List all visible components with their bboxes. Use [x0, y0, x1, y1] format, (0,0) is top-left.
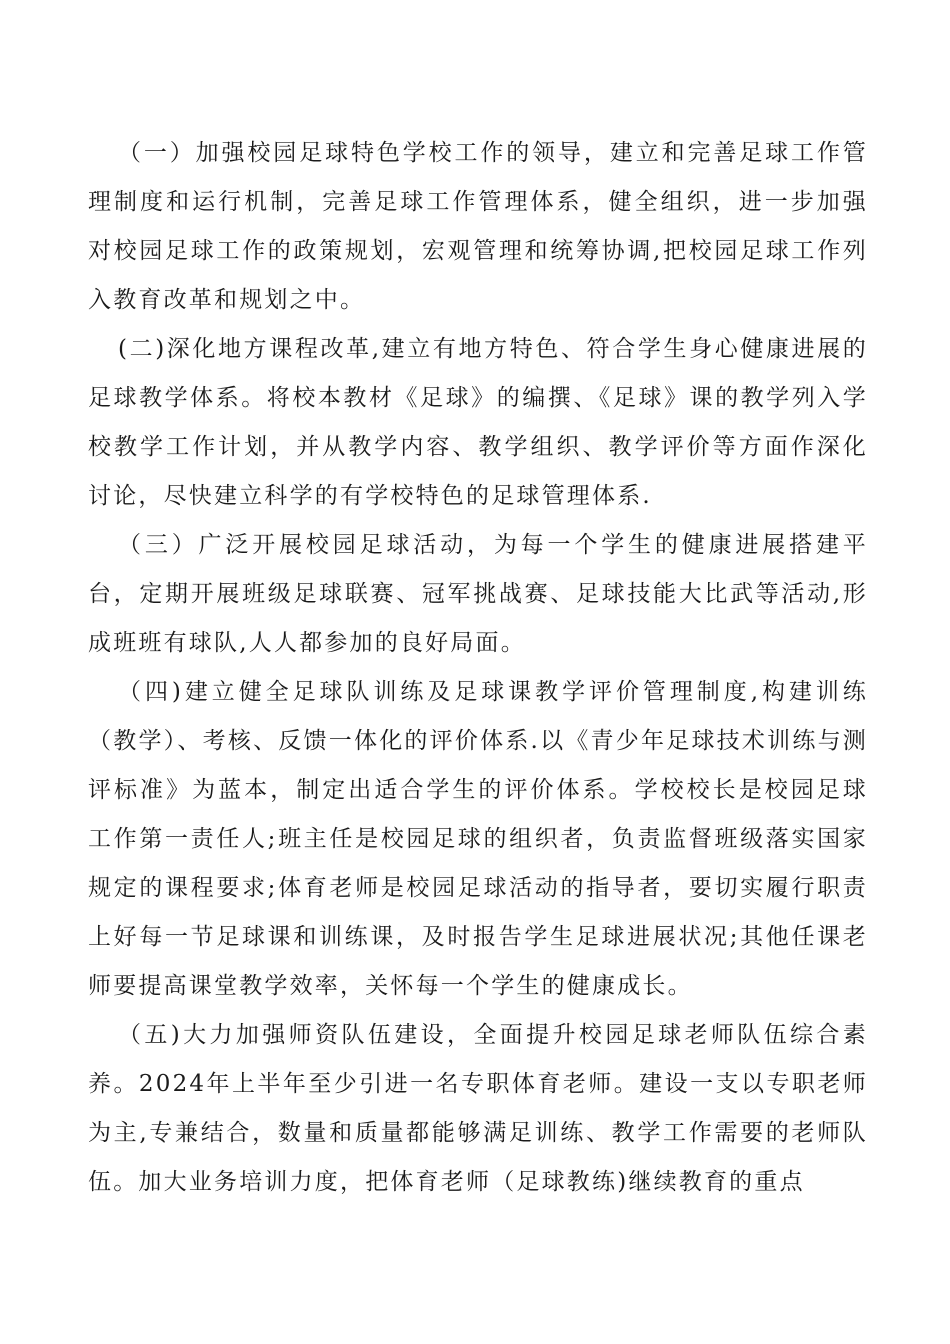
document-page: [88, 129, 868, 1207]
paragraph-4: （四)建立健全足球队训练及足球课教学评价管理制度,构建训练（教学）、考核、反馈一体化的评价体系.以《青少年足球技术训练与测评标准》为蓝本，制定出适合学生的评价体系。学校校长是校园足球工作第一责任人;班主任是校园足球的组织者，负责监督班级落实国家规定的课程要求;体育老师是校园足球活动的指导者，要切实履行职责上好每一节足球课和训练课，及时报告学生足球进展状况;其他任课老师要提高课堂教学效率，关怀每一个学生的健康成长。: [88, 679, 868, 999]
paragraph-1: （一）加强校园足球特色学校工作的领导，建立和完善足球工作管理制度和运行机制，完善足球工作管理体系，健全组织，进一步加强对校园足球工作的政策规划，宏观管理和统筹协调,把校园足球工作列入教育改革和规划之中。: [88, 140, 868, 313]
paragraph-5: （五)大力加强师资队伍建设，全面提升校园足球老师队伍综合素养。2024年上半年至少引进一名专职体育老师。建设一支以专职老师为主,专兼结合，数量和质量都能够满足训练、教学工作需要的老师队伍。加大业务培训力度，把体育老师（足球教练)继续教育的重点: [88, 1022, 868, 1195]
paragraph-3: （三）广泛开展校园足球活动，为每一个学生的健康进展搭建平台，定期开展班级足球联赛、冠军挑战赛、足球技能大比武等活动,形成班班有球队,人人都参加的良好局面。: [88, 532, 868, 656]
paragraph-2: (二)深化地方课程改革,建立有地方特色、符合学生身心健康进展的足球教学体系。将校本教材《足球》的编撰、《足球》课的教学列入学校教学工作计划，并从教学内容、教学组织、教学评价等方面作深化讨论，尽快建立科学的有学校特色的足球管理体系.: [88, 336, 868, 509]
